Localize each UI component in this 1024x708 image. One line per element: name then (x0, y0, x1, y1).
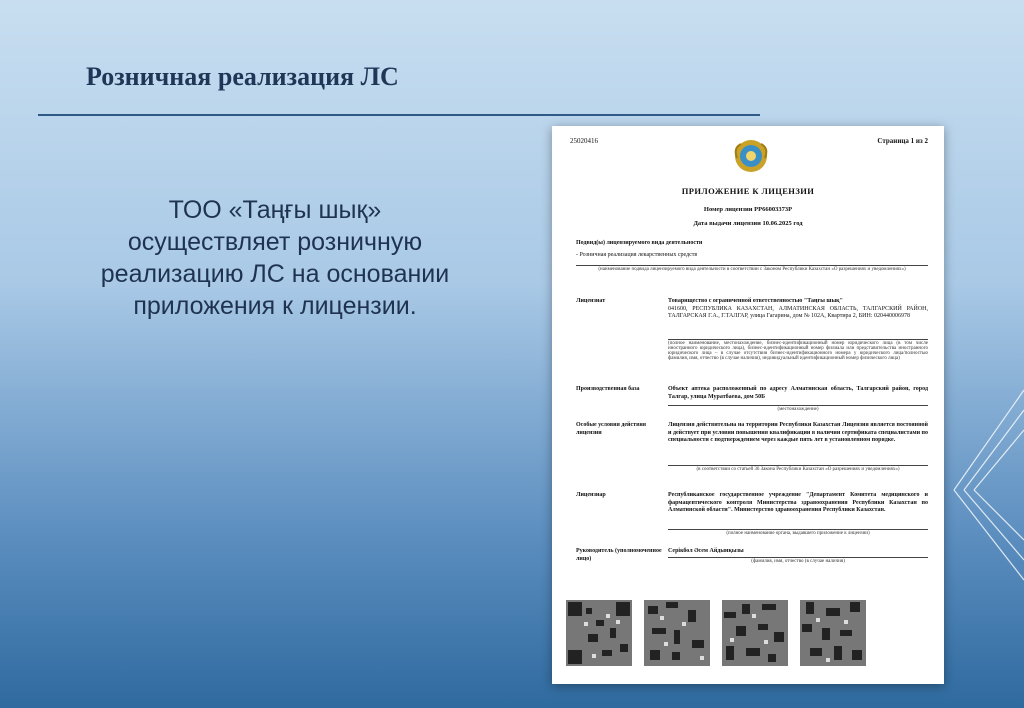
license-appendix-document (552, 126, 944, 684)
divider (576, 265, 928, 266)
divider (668, 339, 928, 340)
licensor-value-wrap (668, 492, 928, 515)
licensee-label: Лицензиат (576, 298, 606, 304)
divider (668, 405, 928, 406)
head-value: Серікбол Әсем Айдынқызы (668, 548, 744, 554)
conditions-value-wrap (668, 422, 928, 445)
subtype-note: (наименование подвида лицензируемого вида деятельности в соответствии с Законом Республики Казахстан «О разрешениях и уведомлениях») (598, 267, 906, 272)
body-line: осуществляет розничную (127, 228, 423, 256)
subtype-value: - Розничная реализация лекарственных средств (576, 251, 698, 258)
licensee-address: 041600, РЕСПУБЛИКА КАЗАХСТАН, АЛМАТИНСКАЯ ОБЛАСТЬ, ТАЛГАРСКИЙ РАЙОН, ТАЛГАРСКАЯ Г.А., Г.ТАЛГАР, улица Гагарина, дом № 102А, Квартира 2, БИН: 020440006978 (668, 305, 928, 319)
conditions-label: Особые условия действия лицензии (576, 422, 647, 436)
licensor-label: Лицензиар (576, 492, 606, 498)
licensor-value: Республиканское государственное учреждение "Департамент Комитета медицинского и фармацевтического контроля Министерства здравоохранения Республики Казахстан по Алматинской области". Министерство здравоохранения Республики Казахстан. (668, 492, 928, 513)
document-number: 25020416 (570, 137, 598, 145)
body-line: ТОО «Таңғы шық» (168, 196, 382, 224)
state-emblem-icon (733, 138, 769, 174)
divider (668, 465, 928, 466)
slide-body-text (60, 194, 490, 322)
license-number: Номер лицензии РР66003373Р (703, 206, 793, 213)
title-divider (38, 114, 760, 116)
qr-code (644, 600, 710, 666)
head-label: Руководитель (уполномоченное лицо) (576, 548, 662, 562)
conditions-note: (в соответствии со статьей 36 Закона Республики Казахстан «О разрешениях и уведомлениях») (696, 467, 900, 472)
page-indicator: Страница 1 из 2 (877, 137, 928, 145)
issue-date: Дата выдачи лицензии 10.06.2025 год (693, 220, 803, 227)
licensee-name: Товарищество с ограниченной ответственностью "Таңғы шық" (668, 298, 843, 304)
base-value: Объект аптека расположенный по адресу Алматинская область, Талгарский район, город Талгар, улица Муратбаева, дом 50Б (668, 386, 928, 400)
base-note: (местонахождение) (777, 407, 819, 412)
divider (668, 529, 928, 530)
head-value-wrap (668, 548, 928, 556)
qr-code (800, 600, 866, 666)
subtype-label: Подвид(ы) лицензируемого вида деятельности (576, 240, 703, 246)
body-line: приложения к лицензии. (133, 292, 417, 320)
divider (668, 557, 928, 558)
decorative-lines (944, 380, 1024, 600)
slide-title: Розничная реализация ЛС (86, 62, 399, 91)
licensee-value (668, 298, 928, 321)
body-line: реализацию ЛС на основании (100, 260, 450, 288)
licensor-note: (полное наименование органа, выдавшего приложение к лицензии) (726, 531, 870, 536)
document-heading: ПРИЛОЖЕНИЕ К ЛИЦЕНЗИИ (681, 186, 815, 196)
head-note: (фамилия, имя, отчество (в случае наличия) (751, 559, 845, 564)
base-value-wrap (668, 386, 928, 401)
licensee-note: (полное наименование, местонахождение, бизнес-идентификационный номер юридического лица (в том числе иностранного юридического лица), бизнес-идентификационный номер филиала или представительства иностранного юридического лица – в случае отсутствия бизнес-идентификационного номера у юридического лица/полностью фамилия, имя, отчество (в случае наличия), индивидуальный идентификационный номер физического лица) (668, 341, 928, 361)
qr-code (566, 600, 632, 666)
qr-code (722, 600, 788, 666)
subtype-section (576, 240, 928, 259)
base-label: Производственная база (576, 386, 640, 392)
conditions-value: Лицензия действительна на территории Республики Казахстан Лицензия является постоянной и действует при условии повышения квалификации в наличии сертификата специалистами по специальности с подтверждением через каждые пять лет в установленном порядке. (668, 422, 928, 443)
